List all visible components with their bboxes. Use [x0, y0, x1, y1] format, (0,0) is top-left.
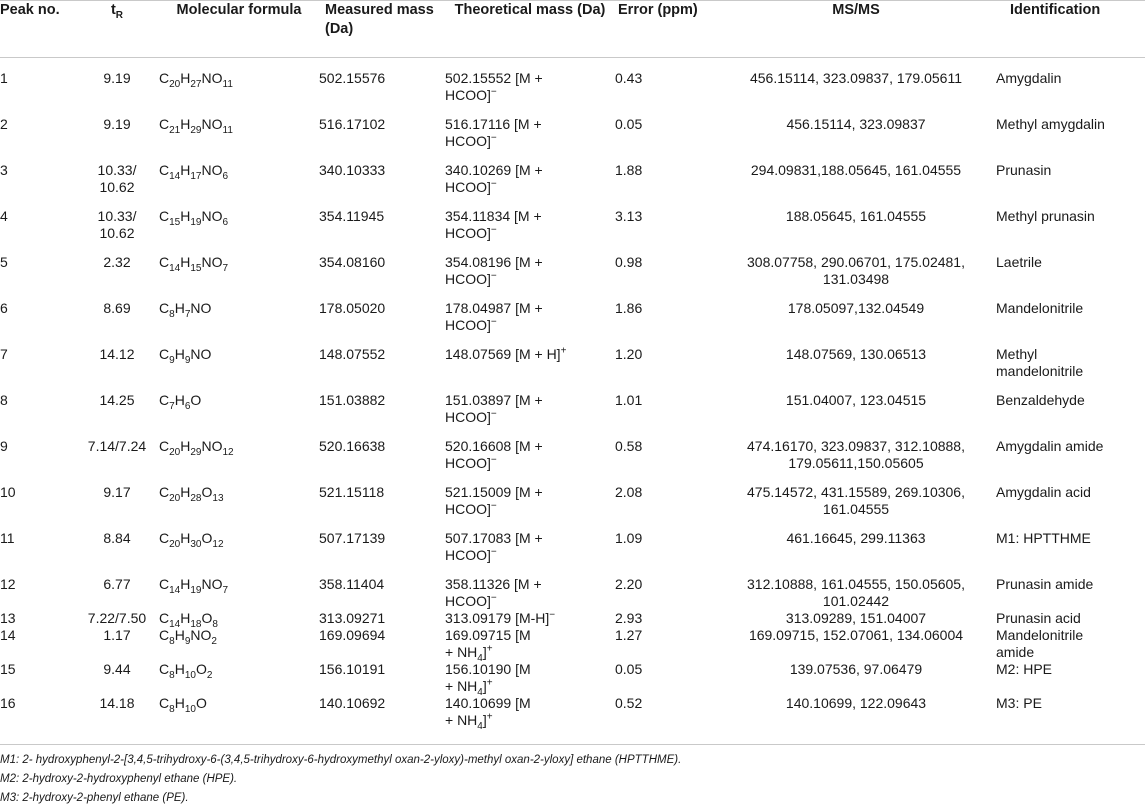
cell-msms: [716, 472, 996, 518]
cell-msms-text: 140.10699, 122.09643: [785, 695, 927, 711]
cell-measured-mass-text: 354.11945: [319, 208, 385, 224]
cell-identification: [996, 242, 1145, 288]
cell-tr-text: 8.69: [103, 300, 131, 316]
cell-molecular-formula: $C_{20}H_{28}O_{13}$: [159, 484, 224, 504]
cell-tr: [75, 426, 159, 472]
cell-measured-mass: [319, 518, 445, 564]
cell-error-text: 1.01: [615, 392, 643, 408]
cell-theoretical-mass: 340.10269 [M + HCOO]−: [445, 162, 543, 195]
table-row: [0, 150, 1145, 196]
cell-error-text: 3.13: [615, 208, 643, 224]
cell-measured-mass: [319, 58, 445, 105]
cell-peak-no-text: 7: [0, 346, 8, 362]
cell-identification-text: Amygdalin acid: [996, 484, 1091, 500]
cell-peak-no: [0, 472, 75, 518]
cell-measured-mass-text: 178.05020: [319, 300, 386, 316]
cell-tr: [75, 242, 159, 288]
cell-msms: [716, 334, 996, 380]
cell-molecular-formula: $C_8H_9NO_2$: [159, 627, 217, 647]
cell-measured-mass-text: 502.15576: [319, 70, 386, 86]
cell-identification-text: Methyl amygdalin: [996, 116, 1105, 132]
cell-tr: [75, 196, 159, 242]
cell-tr: [75, 104, 159, 150]
cell-error: [615, 610, 716, 627]
cell-msms-text: 461.16645, 299.11363: [786, 530, 926, 546]
cell-error: [615, 695, 716, 738]
cell-msms: [716, 661, 996, 695]
cell-error-text: 0.98: [615, 254, 643, 270]
cell-molecular-formula: $C_{14}H_{18}O_8$: [159, 610, 218, 630]
cell-identification-text: Laetrile: [996, 254, 1042, 270]
cell-msms-text: 474.16170, 323.09837, 312.10888, 179.05611,150.05605: [747, 438, 965, 471]
cell-theoretical-mass: 148.07569 [M + H]+: [445, 345, 567, 362]
cell-error: [615, 196, 716, 242]
cell-measured-mass-text: 313.09271: [319, 610, 386, 626]
cell-molecular-formula: $C_8H_{10}O_2$: [159, 661, 213, 681]
cell-measured-mass-text: 156.10191: [319, 661, 386, 677]
cell-theoretical-mass: 169.09715 [M + $NH_4]^+$: [445, 627, 531, 664]
cell-molecular-formula: $C_{15}H_{19}NO_6$: [159, 208, 229, 228]
cell-msms: [716, 288, 996, 334]
cell-error-text: 1.20: [615, 346, 643, 362]
table-row: [0, 627, 1145, 661]
cell-peak-no-text: 5: [0, 254, 8, 270]
cell-tr-text: 10.33/ 10.62: [97, 208, 137, 241]
cell-identification-text: Amygdalin: [996, 70, 1062, 86]
cell-tr-text: 8.84: [103, 530, 131, 546]
cell-msms: [716, 627, 996, 661]
cell-peak-no-text: 14: [0, 627, 16, 643]
cell-peak-no: [0, 518, 75, 564]
cell-msms: [716, 426, 996, 472]
table-row: [0, 334, 1145, 380]
table-row: [0, 695, 1145, 738]
cell-molecular-formula: $C_{14}H_{15}NO_7$: [159, 254, 229, 274]
cell-molecular-formula: $C_9H_9NO$: [159, 346, 212, 366]
cell-tr-text: 9.17: [103, 484, 131, 500]
cell-error-text: 2.93: [615, 610, 643, 626]
cell-measured-mass-text: 148.07552: [319, 346, 386, 362]
cell-peak-no-text: 8: [0, 392, 8, 408]
table-row: [0, 196, 1145, 242]
cell-identification-text: Amygdalin amide: [996, 438, 1104, 454]
cell-error-text: 2.08: [615, 484, 643, 500]
cell-measured-mass: [319, 695, 445, 738]
cell-peak-no: [0, 695, 75, 738]
header-tr: $t_R$: [110, 2, 124, 21]
footnote-m1: M1: 2- hydroxyphenyl-2-[3,4,5-trihydroxy-6-(3,4,5-trihydroxy-6-hydroxymethyl oxan-2-yloxy)-methyl oxan-2-yloxy] ethane (HPTTHME).: [0, 754, 682, 766]
cell-peak-no-text: 16: [0, 695, 16, 711]
cell-error-text: 0.43: [615, 70, 643, 86]
cell-theoretical-mass: 156.10190 [M + $NH_4]^+$: [445, 661, 531, 698]
cell-identification: [996, 150, 1145, 196]
cell-tr-text: 9.19: [103, 70, 131, 86]
cell-measured-mass: [319, 426, 445, 472]
cell-peak-no: [0, 661, 75, 695]
cell-measured-mass-text: 507.17139: [319, 530, 386, 546]
cell-msms-text: 178.05097,132.04549: [787, 300, 925, 316]
cell-identification: [996, 288, 1145, 334]
cell-error: [615, 661, 716, 695]
cell-peak-no: [0, 380, 75, 426]
table-row: [0, 472, 1145, 518]
table-row: [0, 242, 1145, 288]
cell-tr: [75, 627, 159, 661]
cell-molecular-formula: $C_{14}H_{19}NO_7$: [159, 576, 229, 596]
cell-msms: [716, 380, 996, 426]
table-row: [0, 104, 1145, 150]
cell-error: [615, 627, 716, 661]
cell-molecular-formula: $C_7H_6O$: [159, 392, 202, 412]
cell-error: [615, 564, 716, 610]
cell-peak-no-text: 11: [0, 530, 15, 546]
table-row: [0, 564, 1145, 610]
cell-identification: [996, 518, 1145, 564]
cell-error: [615, 58, 716, 105]
cell-error: [615, 288, 716, 334]
cell-identification-text: M2: HPE: [996, 661, 1053, 677]
cell-identification-text: Methyl prunasin: [996, 208, 1095, 224]
cell-msms: [716, 150, 996, 196]
header-msms: MS/MS: [832, 2, 880, 18]
cell-measured-mass-text: 521.15118: [319, 484, 385, 500]
cell-measured-mass: [319, 564, 445, 610]
cell-theoretical-mass: 178.04987 [M + HCOO]−: [445, 300, 543, 333]
cell-peak-no: [0, 426, 75, 472]
cell-msms: [716, 564, 996, 610]
header-row: [0, 1, 1145, 58]
cell-msms: [716, 242, 996, 288]
cell-theoretical-mass: 151.03897 [M + HCOO]−: [445, 392, 543, 425]
cell-tr-text: 6.77: [103, 576, 131, 592]
table-row: [0, 518, 1145, 564]
cell-error-text: 2.20: [615, 576, 643, 592]
cell-msms-text: 151.04007, 123.04515: [785, 392, 927, 408]
cell-tr-text: 14.12: [99, 346, 135, 362]
cell-measured-mass: [319, 610, 445, 627]
header-measured-mass: Measured mass (Da): [325, 2, 434, 37]
cell-measured-mass: [319, 104, 445, 150]
cell-msms-text: 313.09289, 151.04007: [785, 610, 927, 626]
cell-error: [615, 150, 716, 196]
cell-molecular-formula: $C_{21}H_{29}NO_{11}$: [159, 116, 233, 136]
cell-theoretical-mass: 521.15009 [M + HCOO]−: [445, 484, 543, 517]
cell-measured-mass: [319, 661, 445, 695]
cell-measured-mass: [319, 150, 445, 196]
footnote-m3: M3: 2-hydroxy-2-phenyl ethane (PE).: [0, 792, 189, 804]
cell-msms-text: 456.15114, 323.09837, 179.05611: [749, 70, 963, 86]
cell-msms-text: 169.09715, 152.07061, 134.06004: [748, 627, 964, 643]
cell-msms: [716, 196, 996, 242]
cell-identification-text: Mandelonitrile amide: [996, 627, 1084, 660]
cell-peak-no: [0, 242, 75, 288]
cell-measured-mass-text: 140.10692: [319, 695, 386, 711]
cell-tr-text: 7.22/7.50: [87, 610, 147, 626]
cell-identification-text: Benzaldehyde: [996, 392, 1085, 408]
cell-measured-mass: [319, 334, 445, 380]
cell-peak-no-text: 4: [0, 208, 8, 224]
table-row: [0, 426, 1145, 472]
header-identification: Identification: [1010, 2, 1101, 18]
cell-error: [615, 472, 716, 518]
cell-measured-mass: [319, 242, 445, 288]
cell-molecular-formula: $C_{20}H_{27}NO_{11}$: [159, 70, 233, 90]
cell-measured-mass-text: 340.10333: [319, 162, 386, 178]
footnote-divider: [0, 744, 1145, 745]
cell-msms-text: 308.07758, 290.06701, 175.02481, 131.03498: [747, 254, 965, 287]
cell-error: [615, 380, 716, 426]
cell-error: [615, 104, 716, 150]
cell-measured-mass-text: 151.03882: [319, 392, 386, 408]
cell-msms: [716, 610, 996, 627]
cell-tr: [75, 288, 159, 334]
cell-identification: [996, 196, 1145, 242]
cell-peak-no: [0, 58, 75, 105]
cell-identification-text: Methyl mandelonitrile: [996, 346, 1084, 379]
cell-msms-text: 475.14572, 431.15589, 269.10306, 161.04555: [747, 484, 965, 517]
cell-identification: [996, 104, 1145, 150]
cell-tr: [75, 518, 159, 564]
table-row: [0, 380, 1145, 426]
cell-msms: [716, 518, 996, 564]
header-molecular-formula: Molecular formula: [176, 2, 302, 18]
cell-tr: [75, 695, 159, 738]
cell-molecular-formula: $C_{20}H_{30}O_{12}$: [159, 530, 224, 550]
cell-theoretical-mass: 520.16608 [M + HCOO]−: [445, 438, 543, 471]
cell-identification: [996, 610, 1145, 627]
cell-identification-text: M1: HPTTHME: [996, 530, 1091, 546]
cell-measured-mass-text: 169.09694: [319, 627, 386, 643]
cell-theoretical-mass: 502.15552 [M + HCOO]−: [445, 70, 543, 103]
cell-molecular-formula: $C_{14}H_{17}NO_6$: [159, 162, 229, 182]
cell-molecular-formula: $C_8H_{10}O$: [159, 695, 207, 715]
cell-error-text: 1.09: [615, 530, 643, 546]
table-row: [0, 58, 1145, 105]
cell-tr: [75, 150, 159, 196]
cell-msms: [716, 695, 996, 738]
cell-peak-no-text: 15: [0, 661, 16, 677]
cell-error: [615, 242, 716, 288]
cell-error-text: 0.58: [615, 438, 643, 454]
cell-error-text: 1.27: [615, 627, 643, 643]
cell-tr: [75, 380, 159, 426]
table-row: [0, 661, 1145, 695]
cell-tr-text: 7.14/7.24: [87, 438, 147, 454]
cell-tr-text: 9.44: [103, 661, 131, 677]
header-error: Error (ppm): [618, 2, 698, 18]
cell-peak-no-text: 3: [0, 162, 8, 178]
cell-peak-no: [0, 104, 75, 150]
cell-tr-text: 9.19: [103, 116, 131, 132]
cell-error-text: 1.88: [615, 162, 643, 178]
cell-identification: [996, 426, 1145, 472]
cell-error-text: 0.05: [615, 661, 643, 677]
cell-measured-mass-text: 354.08160: [319, 254, 386, 270]
cell-measured-mass: [319, 380, 445, 426]
cell-tr-text: 14.18: [99, 695, 135, 711]
cell-tr: [75, 334, 159, 380]
header-theoretical-mass: Theoretical mass (Da): [454, 2, 606, 18]
cell-measured-mass: [319, 472, 445, 518]
cell-peak-no-text: 6: [0, 300, 8, 316]
cell-identification: [996, 661, 1145, 695]
cell-measured-mass: [319, 627, 445, 661]
cell-peak-no-text: 1: [0, 70, 8, 86]
header-peak-no: Peak no.: [0, 2, 60, 18]
cell-peak-no: [0, 150, 75, 196]
cell-identification: [996, 564, 1145, 610]
cell-identification-text: M3: PE: [996, 695, 1042, 711]
cell-theoretical-mass: 358.11326 [M + HCOO]−: [445, 576, 542, 609]
cell-identification: [996, 627, 1145, 661]
cell-identification: [996, 695, 1145, 738]
cell-identification: [996, 380, 1145, 426]
cell-peak-no-text: 2: [0, 116, 8, 132]
footnote-m2: M2: 2-hydroxy-2-hydroxyphenyl ethane (HPE).: [0, 773, 238, 785]
cell-measured-mass: [319, 196, 445, 242]
cell-msms-text: 148.07569, 130.06513: [785, 346, 927, 362]
cell-peak-no: [0, 288, 75, 334]
cell-measured-mass: [319, 288, 445, 334]
cell-measured-mass-text: 520.16638: [319, 438, 386, 454]
cell-identification: [996, 334, 1145, 380]
table-body: [0, 58, 1145, 739]
cell-peak-no-text: 9: [0, 438, 8, 454]
cell-msms-text: 456.15114, 323.09837: [786, 116, 926, 132]
cell-msms: [716, 58, 996, 105]
cell-tr: [75, 661, 159, 695]
table-row: [0, 610, 1145, 627]
cell-peak-no: [0, 334, 75, 380]
cell-identification-text: Prunasin acid: [996, 610, 1081, 626]
cell-error-text: 0.52: [615, 695, 643, 711]
cell-tr: [75, 472, 159, 518]
cell-msms-text: 294.09831,188.05645, 161.04555: [750, 162, 962, 178]
cell-peak-no: [0, 627, 75, 661]
cell-identification: [996, 58, 1145, 105]
cell-peak-no: [0, 564, 75, 610]
cell-molecular-formula: $C_8H_7NO$: [159, 300, 212, 320]
cell-error-text: 1.86: [615, 300, 643, 316]
cell-measured-mass-text: 516.17102: [319, 116, 386, 132]
cell-tr-text: 14.25: [99, 392, 135, 408]
cell-identification-text: Prunasin amide: [996, 576, 1094, 592]
cell-identification-text: Mandelonitrile: [996, 300, 1084, 316]
cell-tr-text: 1.17: [103, 627, 131, 643]
cell-peak-no-text: 10: [0, 484, 16, 500]
cell-msms-text: 188.05645, 161.04555: [785, 208, 927, 224]
cell-tr: [75, 58, 159, 105]
cell-theoretical-mass: 507.17083 [M + HCOO]−: [445, 530, 543, 563]
cell-tr: [75, 610, 159, 627]
cell-theoretical-mass: 354.08196 [M + HCOO]−: [445, 254, 543, 287]
cell-msms-text: 312.10888, 161.04555, 150.05605, 101.02442: [747, 576, 965, 609]
cell-error: [615, 518, 716, 564]
cell-theoretical-mass: 313.09179 [M-H]−: [445, 609, 556, 626]
cell-peak-no-text: 13: [0, 610, 16, 626]
cell-peak-no-text: 12: [0, 576, 16, 592]
cell-peak-no: [0, 610, 75, 627]
cell-tr-text: 2.32: [103, 254, 131, 270]
cell-error-text: 0.05: [615, 116, 643, 132]
table-row: [0, 288, 1145, 334]
cell-molecular-formula: $C_{20}H_{29}NO_{12}$: [159, 438, 234, 458]
cell-theoretical-mass: 140.10699 [M + $NH_4]^+$: [445, 695, 531, 732]
cell-tr-text: 10.33/ 10.62: [97, 162, 137, 195]
cell-theoretical-mass: 354.11834 [M + HCOO]−: [445, 208, 542, 241]
cell-tr: [75, 564, 159, 610]
cell-msms-text: 139.07536, 97.06479: [789, 661, 923, 677]
cell-error: [615, 334, 716, 380]
cell-peak-no: [0, 196, 75, 242]
cell-identification: [996, 472, 1145, 518]
cell-msms: [716, 104, 996, 150]
cell-error: [615, 426, 716, 472]
cell-measured-mass-text: 358.11404: [319, 576, 385, 592]
cell-identification-text: Prunasin: [996, 162, 1052, 178]
cell-theoretical-mass: 516.17116 [M + HCOO]−: [445, 116, 542, 149]
